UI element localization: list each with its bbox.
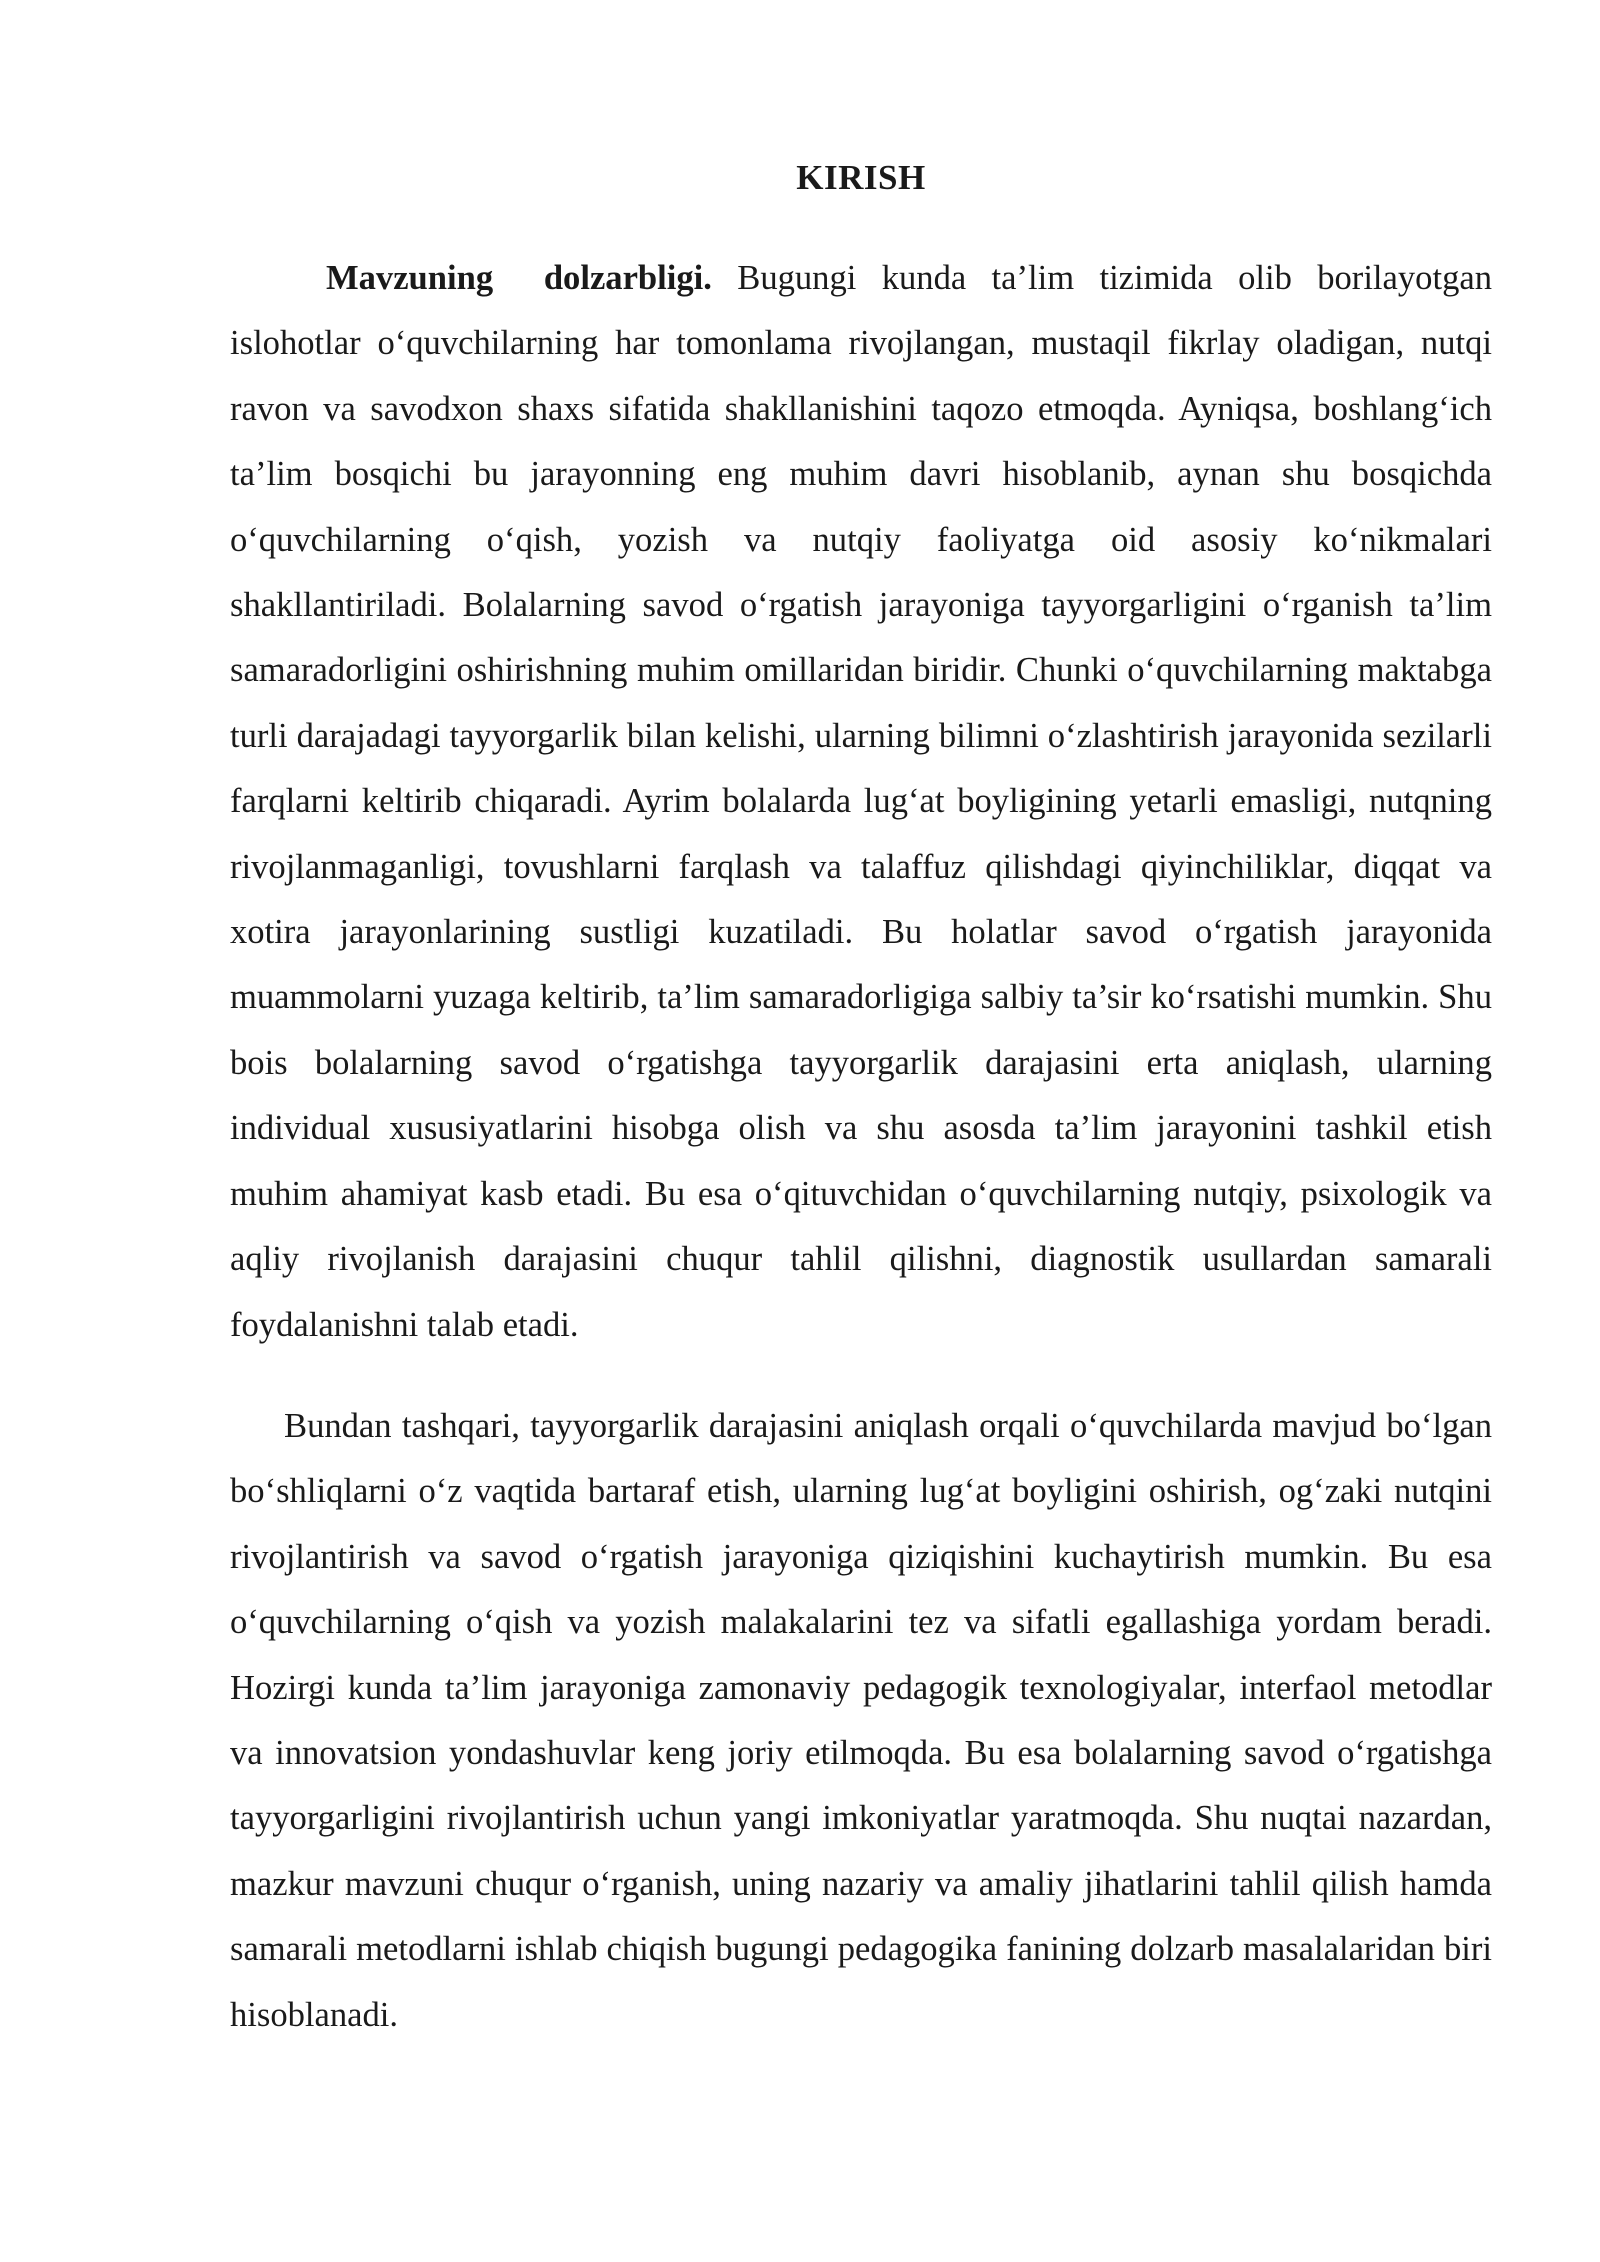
paragraph-text: Bugungi kunda ta’lim tizimida olib borilayotgan islohotlar o‘quvchilarning har tomonlama rivojlangan, mustaqil fikrlay oladigan, nutqi ravon va savodxon shaxs sifatida shakllanishini taqozo etmoqda. Ayniqsa, boshlang‘ich ta’lim bosqichi bu jarayonning eng muhim davri hisoblanib, aynan shu bosqichda o‘quvchilarning o‘qish, yozish va nutqiy faoliyatga oid asosiy ko‘nikmalari shakllantiriladi. Bolalarning savod o‘rgatish jarayoniga tayyorgarligini o‘rganish ta’lim samaradorligini oshirishning muhim omillaridan biridir. Chunki o‘quvchilarning maktabga turli darajadagi tayyorgarlik bilan kelishi, ularning bilimni o‘zlashtirish jarayonida sezilarli farqlarni keltirib chiqaradi. Ayrim bolalarda lug‘at boyligining yetarli emasligi, nutqning rivojlanmaganligi, tovushlarni farqlash va talaffuz qilishdagi qiyinchiliklar, diqqat va xotira jarayonlarining sustligi kuzatiladi. Bu holatlar savod o‘rgatish jarayonida muammolarni yuzaga keltirib, ta’lim samaradorligiga salbiy ta’sir ko‘rsatishi mumkin. Shu bois bolalarning savod o‘rgatishga tayyorgarlik darajasini erta aniqlash, ularning individual xususiyatlarini hisobga olish va shu asosda ta’lim jarayonini tashkil etish muhim ahamiyat kasb etadi. Bu esa o‘qituvchidan o‘quvchilarning nutqiy, psixologik va aqliy rivojlanish darajasini chuqur tahlil qilishni, diagnostik usullardan samarali foydalanishni talab etadi.	[230, 259, 1492, 1344]
paragraph-additional	[230, 1394, 1492, 2048]
paragraph-relevance	[230, 246, 1492, 1358]
document-body	[230, 148, 1492, 2048]
page-title: KIRISH	[796, 158, 926, 197]
paragraph-text: Bundan tashqari, tayyorgarlik darajasini aniqlash orqali o‘quvchilarda mavjud bo‘lgan bo‘shliqlarni o‘z vaqtida bartaraf etish, ularning lug‘at boyligini oshirish, og‘zaki nutqini rivojlantirish va savod o‘rgatish jarayoniga qiziqishini kuchaytirish mumkin. Bu esa o‘quvchilarning o‘qish va yozish malakalarini tez va sifatli egallashiga yordam beradi. Hozirgi kunda ta’lim jarayoniga zamonaviy pedagogik texnologiyalar, interfaol metodlar va innovatsion yondashuvlar keng joriy etilmoqda. Bu esa bolalarning savod o‘rgatishga tayyorgarligini rivojlantirish uchun yangi imkoniyatlar yaratmoqda. Shu nuqtai nazardan, mazkur mavzuni chuqur o‘rganish, uning nazariy va amaliy jihatlarini tahlil qilish hamda samarali metodlarni ishlab chiqish bugungi pedagogika fanining dolzarb masalalaridan biri hisoblanadi.	[230, 1406, 1492, 2034]
paragraph-lead: Mavzuning dolzarbligi.	[326, 259, 712, 297]
